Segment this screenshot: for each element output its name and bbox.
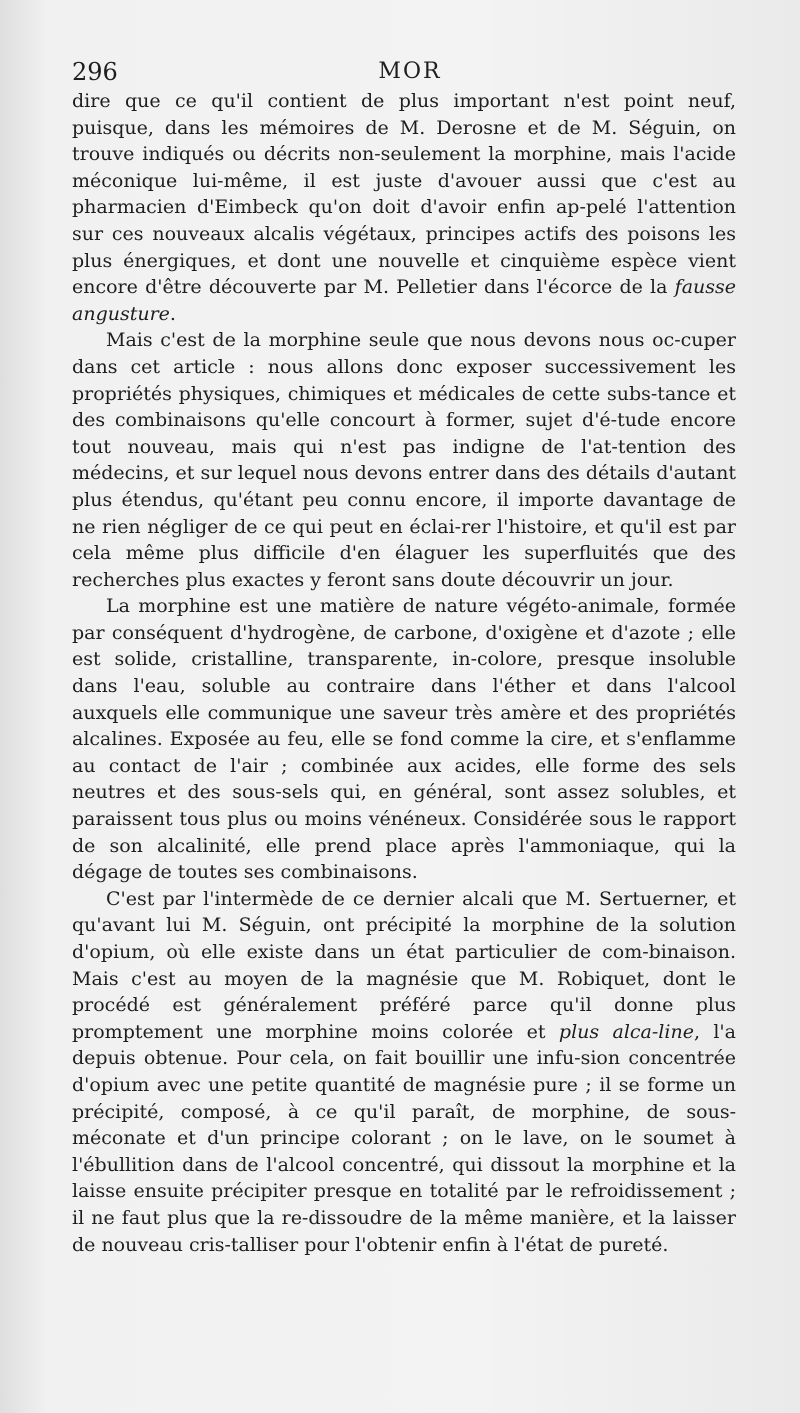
body-text (72, 88, 736, 1258)
paragraph (72, 593, 736, 886)
italic-term: fausse angusture (72, 276, 736, 325)
italic-term: plus alca-line (558, 1020, 694, 1043)
paragraph-text: . (169, 302, 176, 325)
paragraph (72, 327, 736, 593)
paragraph-text: , l'a depuis obtenue. Pour cela, on fait bouillir une infu-sion concentrée d'opium avec une petite quantité de magnésie pure ; il se forme un précipité, composé, à ce qu'il paraît, de morphine, de sous-méconate et d'un principe colorant ; on le lave, on le soumet à l'ébullition dans de l'alcool concentré, qui dissout la morphine et la laisse ensuite précipiter presque en totalité par le refroidissement ; il ne faut plus que la re-dissoudre de la même manière, et la laisser de nouveau cris-talliser pour l'obtenir enfin à l'état de pureté. (72, 1020, 736, 1256)
running-head: MOR (378, 59, 442, 84)
page-header (72, 54, 748, 90)
paragraph (72, 886, 736, 1258)
paragraph (72, 88, 736, 327)
paragraph-text: Mais c'est de la morphine seule que nous devons nous oc-cuper dans cet article : nous allons donc exposer successivement les propriétés physiques, chimiques et médicales de cette subs-tance et des combinaisons qu'elle concourt à former, sujet d'é-tude encore tout nouveau, mais qui n'est pas indigne de l'at-tention des médecins, et sur lequel nous devons entrer dans des détails d'autant plus étendus, qu'étant peu connu encore, il importe davantage de ne rien négliger de ce qui peut en éclai-rer l'histoire, et qu'il est par cela même plus difficile d'en élaguer les superfluités que des recherches plus exactes y feront sans doute découvrir un jour. (72, 329, 736, 591)
paragraph-text: dire que ce qu'il contient de plus important n'est point neuf, puisque, dans les mémoires de M. Derosne et de M. Séguin, on trouve indiqués ou décrits non-seulement la morphine, mais l'acide méconique lui-même, il est juste d'avouer aussi que c'est au pharmacien d'Eimbeck qu'on doit d'avoir enfin ap-pelé l'attention sur ces nouveaux alcalis végétaux, principes actifs des poisons les plus énergiques, et dont une nouvelle et cinquième espèce vient encore d'être découverte par M. Pelletier dans l'écorce de la (72, 90, 736, 299)
paragraph-text: C'est par l'intermède de ce dernier alcali que M. Sertuerner, et qu'avant lui M. Séguin, ont précipité la morphine de la solution d'opium, où elle existe dans un état particulier de com-binaison. Mais c'est au moyen de la magnésie que M. Robiquet, dont le procédé est généralement préféré parce qu'il donne plus promptement une morphine moins colorée et (72, 887, 736, 1043)
paragraph-text: La morphine est une matière de nature végéto-animale, formée par conséquent d'hydrogène, de carbone, d'oxigène et d'azote ; elle est solide, cristalline, transparente, in-colore, presque insoluble dans l'eau, soluble au contraire dans l'éther et dans l'alcool auxquels elle communique une saveur très amère et des propriétés alcalines. Exposée au feu, elle se fond comme la cire, et s'enflamme au contact de l'air ; combinée aux acides, elle forme des sels neutres et des sous-sels qui, en général, sont assez solubles, et paraissent tous plus ou moins vénéneux. Considérée sous le rapport de son alcalinité, elle prend place après l'ammoniaque, qui la dégage de toutes ses combinaisons. (72, 595, 736, 884)
page-number: 296 (72, 58, 118, 86)
